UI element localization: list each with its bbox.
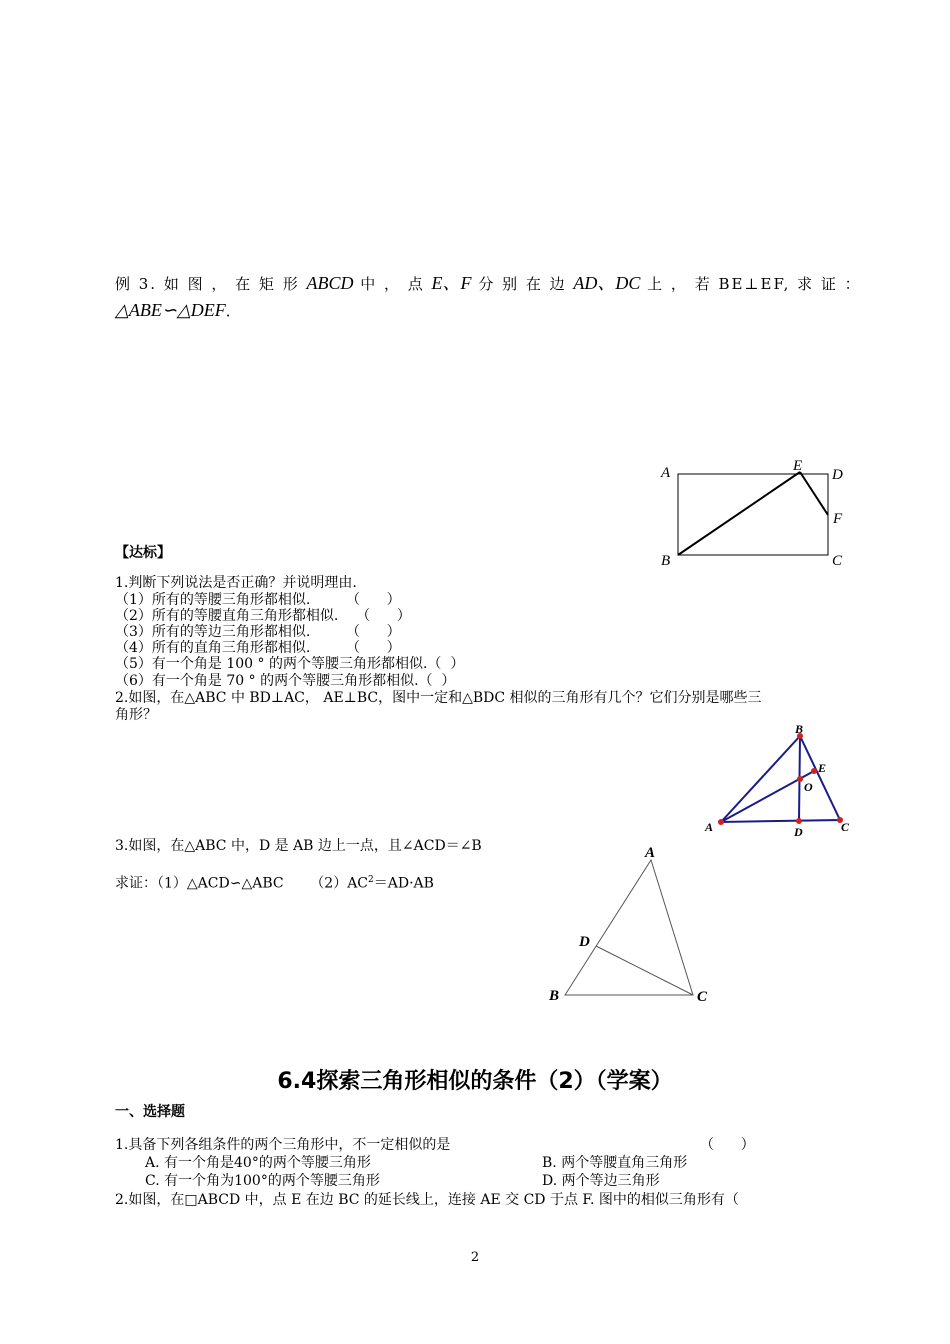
- label-D: D: [794, 825, 803, 839]
- label-B: B: [661, 553, 671, 569]
- q2-line2: 角形？: [115, 707, 157, 723]
- q1-stem: 1.判断下列说法是否正确？并说明理由.: [115, 575, 357, 591]
- label-D: D: [832, 467, 843, 483]
- p1-q1-option-d: D. 两个等边三角形: [542, 1173, 660, 1189]
- q1-item: （6）有一个角是 70 ° 的两个等腰三角形都相似.（ ）: [115, 673, 456, 689]
- p1-q2-stem: 2.如图，在□ABCD 中，点 E 在边 BC 的延长线上，连接 AE 交 CD 于点 F. 图中的相似三角形有（: [115, 1192, 739, 1208]
- p1-q1-option-c: C. 有一个角为100°的两个等腰三角形: [145, 1173, 380, 1189]
- q2-line1: 2.如图，在△ABC 中 BD⊥AC， AE⊥BC，图中一定和△BDC 相似的三角形有几个？它们分别是哪些三: [115, 690, 762, 706]
- label-E: E: [818, 761, 827, 775]
- q1-item: （2）所有的等腰直角三角形都相似. （ ）: [115, 608, 411, 624]
- label-A: A: [705, 820, 714, 834]
- dabiao-heading: 【达标】: [115, 545, 171, 561]
- label-A: A: [645, 845, 656, 861]
- q3-line1: 3.如图，在△ABC 中，D 是 AB 边上一点，且∠ACD＝∠B: [115, 838, 482, 854]
- q3-line2: 求证：（1）△ACD∽△ABC $(2)AC^2=AD\cdot AB$: [115, 875, 434, 892]
- rectangle-figure: [655, 455, 855, 575]
- triangle-acd-figure: [545, 840, 725, 1010]
- label-D: D: [579, 934, 590, 950]
- label-B: B: [549, 988, 560, 1004]
- part1-heading: 一、选择题: [115, 1104, 185, 1120]
- q1-item: （3）所有的等边三角形都相似. （ ）: [115, 624, 401, 640]
- q1-item: （4）所有的直角三角形都相似. （ ）: [115, 640, 401, 656]
- p1-q1-option-a: A. 有一个角是40°的两个等腰三角形: [145, 1155, 371, 1171]
- label-C: C: [841, 820, 850, 834]
- triangle-altitudes-figure: [700, 720, 860, 845]
- label-C: C: [832, 553, 843, 569]
- label-F: F: [833, 511, 843, 527]
- q1-item: （5）有一个角是 100 ° 的两个等腰三角形都相似.（ ）: [115, 656, 465, 672]
- label-C: C: [697, 989, 708, 1005]
- label-B: B: [795, 722, 804, 736]
- example3-line1: 例 3. 如 图 ， 在 矩 形 ABCD 中 ， 点 E、F 分 别 在 边 AD、DC 上 ， 若 BE⊥EF, 求 证 ：: [115, 273, 862, 293]
- q1-item: （1）所有的等腰三角形都相似. （ ）: [115, 592, 401, 608]
- p1-q1-paren: （ ）: [700, 1137, 755, 1153]
- section-title: 6.4探索三角形相似的条件（2）（学案）: [277, 1069, 673, 1094]
- example3-line2: △ABE∽△DEF．: [115, 300, 243, 320]
- label-E: E: [793, 458, 803, 474]
- p1-q1-option-b: B. 两个等腰直角三角形: [542, 1155, 688, 1171]
- page-number: 2: [470, 1250, 480, 1265]
- label-O: O: [804, 780, 813, 794]
- label-A: A: [661, 465, 671, 481]
- p1-q1-stem: 1.具备下列各组条件的两个三角形中，不一定相似的是: [115, 1137, 451, 1153]
